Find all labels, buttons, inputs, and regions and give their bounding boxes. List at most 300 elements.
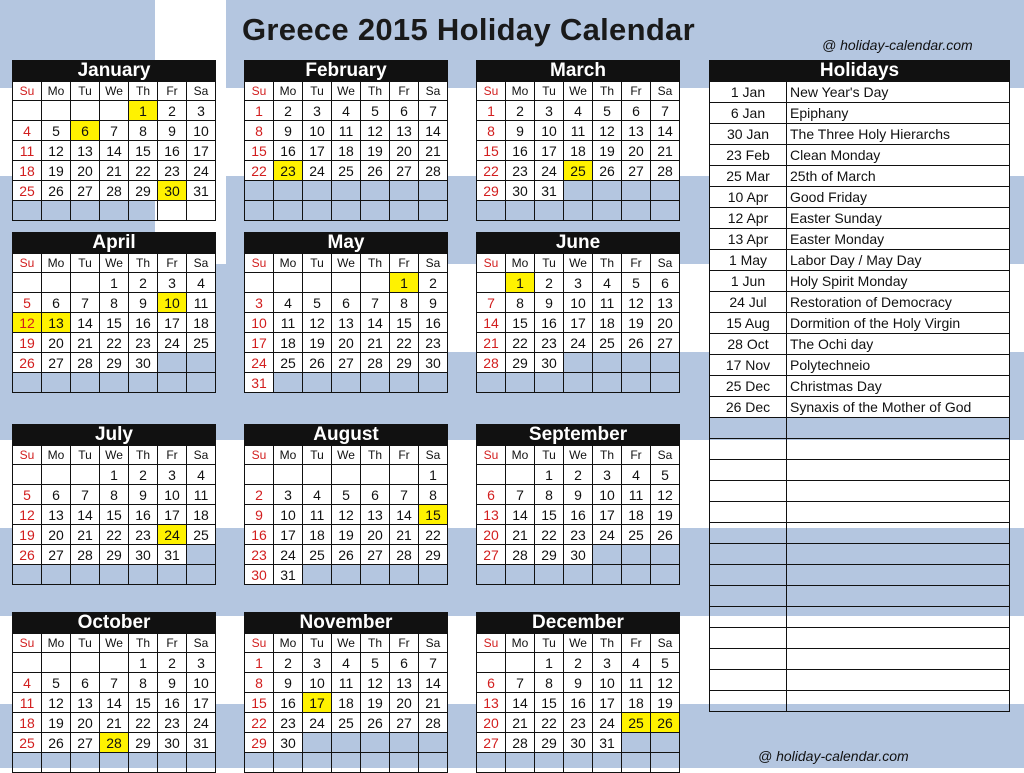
empty-cell [158, 353, 187, 373]
month-table [476, 253, 680, 393]
day-cell: 23 [274, 713, 303, 733]
holiday-name: New Year's Day [787, 82, 1010, 103]
day-cell: 1 [390, 273, 419, 293]
weekday-label: Fr [622, 82, 651, 101]
day-cell: 22 [245, 161, 274, 181]
day-cell: 2 [158, 101, 187, 121]
empty-cell [129, 201, 158, 221]
holiday-row-empty [710, 649, 1010, 670]
holiday-row-empty [710, 418, 1010, 439]
day-cell: 11 [187, 293, 216, 313]
holiday-row [710, 124, 1010, 145]
empty-cell [274, 201, 303, 221]
day-cell: 7 [100, 121, 129, 141]
day-cell: 14 [419, 673, 448, 693]
day-cell: 26 [13, 545, 42, 565]
holiday-name: The Three Holy Hierarchs [787, 124, 1010, 145]
day-cell: 18 [13, 161, 42, 181]
day-cell: 31 [274, 565, 303, 585]
holiday-date: 1 Jan [710, 82, 787, 103]
day-cell: 9 [274, 673, 303, 693]
weekday-label: Su [477, 82, 506, 101]
month-march [476, 60, 680, 221]
weekday-label: Su [13, 82, 42, 101]
day-cell: 20 [622, 141, 651, 161]
weekday-label: Su [245, 254, 274, 273]
day-cell: 7 [390, 485, 419, 505]
empty-cell [42, 101, 71, 121]
day-cell: 24 [303, 161, 332, 181]
weekday-label: Fr [390, 82, 419, 101]
empty-cell [187, 565, 216, 585]
empty-cell [13, 201, 42, 221]
day-cell: 22 [535, 525, 564, 545]
empty-cell [361, 201, 390, 221]
day-cell: 1 [245, 101, 274, 121]
month-september [476, 424, 680, 585]
day-cell: 23 [129, 525, 158, 545]
day-cell: 23 [158, 713, 187, 733]
day-cell: 17 [303, 693, 332, 713]
day-cell: 17 [593, 505, 622, 525]
month-april [12, 232, 216, 393]
day-cell: 8 [390, 293, 419, 313]
day-cell: 2 [274, 101, 303, 121]
empty-cell [535, 753, 564, 773]
day-cell: 10 [187, 121, 216, 141]
day-cell: 9 [274, 121, 303, 141]
day-cell: 29 [535, 545, 564, 565]
day-cell: 29 [390, 353, 419, 373]
day-cell: 10 [303, 121, 332, 141]
day-cell: 8 [506, 293, 535, 313]
day-cell: 28 [419, 713, 448, 733]
empty-cell [564, 373, 593, 393]
empty-cell [564, 181, 593, 201]
day-cell: 29 [245, 733, 274, 753]
day-cell: 30 [535, 353, 564, 373]
holiday-name: The Ochi day [787, 334, 1010, 355]
day-cell: 30 [158, 733, 187, 753]
day-cell: 13 [622, 121, 651, 141]
day-cell: 8 [535, 485, 564, 505]
weekday-label: Sa [187, 446, 216, 465]
empty-cell [506, 653, 535, 673]
website-credit-top: @ holiday-calendar.com [822, 37, 973, 53]
day-cell: 19 [303, 333, 332, 353]
day-cell: 1 [129, 101, 158, 121]
empty-cell [42, 565, 71, 585]
day-cell: 20 [71, 161, 100, 181]
empty-cell [303, 733, 332, 753]
day-cell: 17 [187, 141, 216, 161]
weekday-label: Th [593, 446, 622, 465]
empty-cell [419, 373, 448, 393]
holiday-date: 13 Apr [710, 229, 787, 250]
day-cell: 21 [651, 141, 680, 161]
empty-cell [13, 373, 42, 393]
day-cell: 6 [71, 121, 100, 141]
holiday-name [787, 502, 1010, 523]
holiday-row [710, 271, 1010, 292]
day-cell: 28 [419, 161, 448, 181]
day-cell: 21 [100, 713, 129, 733]
holiday-date: 1 May [710, 250, 787, 271]
day-cell: 5 [13, 293, 42, 313]
day-cell: 22 [129, 161, 158, 181]
weekday-label: Th [361, 446, 390, 465]
day-cell: 25 [622, 525, 651, 545]
empty-cell [158, 565, 187, 585]
day-cell: 17 [535, 141, 564, 161]
month-october [12, 612, 216, 773]
day-cell: 6 [71, 673, 100, 693]
empty-cell [187, 201, 216, 221]
empty-cell [477, 465, 506, 485]
day-cell: 28 [100, 733, 129, 753]
holiday-row [710, 355, 1010, 376]
day-cell: 10 [593, 485, 622, 505]
empty-cell [622, 353, 651, 373]
holiday-row-empty [710, 691, 1010, 712]
holiday-date: 15 Aug [710, 313, 787, 334]
day-cell: 26 [651, 713, 680, 733]
empty-cell [477, 373, 506, 393]
day-cell: 11 [13, 693, 42, 713]
day-cell: 8 [129, 121, 158, 141]
weekday-label: Mo [506, 254, 535, 273]
empty-cell [71, 565, 100, 585]
month-november [244, 612, 448, 773]
day-cell: 23 [535, 333, 564, 353]
day-cell: 15 [506, 313, 535, 333]
empty-cell [622, 201, 651, 221]
day-cell: 13 [71, 693, 100, 713]
day-cell: 17 [564, 313, 593, 333]
empty-cell [158, 201, 187, 221]
holiday-row-empty [710, 439, 1010, 460]
day-cell: 22 [245, 713, 274, 733]
day-cell: 5 [593, 101, 622, 121]
day-cell: 17 [187, 693, 216, 713]
day-cell: 10 [187, 673, 216, 693]
weekday-label: Su [13, 254, 42, 273]
empty-cell [651, 733, 680, 753]
day-cell: 6 [42, 485, 71, 505]
day-cell: 30 [129, 353, 158, 373]
empty-cell [361, 181, 390, 201]
holiday-date: 25 Dec [710, 376, 787, 397]
day-cell: 18 [13, 713, 42, 733]
day-cell: 16 [274, 693, 303, 713]
empty-cell [332, 373, 361, 393]
weekday-label: Fr [390, 446, 419, 465]
empty-cell [419, 201, 448, 221]
weekday-label: Su [477, 254, 506, 273]
day-cell: 8 [419, 485, 448, 505]
day-cell: 22 [129, 713, 158, 733]
day-cell: 6 [390, 653, 419, 673]
day-cell: 31 [593, 733, 622, 753]
day-cell: 9 [158, 121, 187, 141]
holiday-name [787, 523, 1010, 544]
day-cell: 25 [13, 181, 42, 201]
day-cell: 11 [593, 293, 622, 313]
day-cell: 18 [187, 505, 216, 525]
day-cell: 25 [564, 161, 593, 181]
day-cell: 30 [129, 545, 158, 565]
holiday-date [710, 649, 787, 670]
day-cell: 1 [535, 465, 564, 485]
day-cell: 21 [419, 693, 448, 713]
day-cell: 27 [71, 181, 100, 201]
day-cell: 25 [274, 353, 303, 373]
empty-cell [390, 181, 419, 201]
day-cell: 14 [71, 505, 100, 525]
weekday-label: Sa [651, 446, 680, 465]
day-cell: 27 [42, 353, 71, 373]
day-cell: 22 [477, 161, 506, 181]
weekday-label: Sa [651, 254, 680, 273]
day-cell: 19 [42, 713, 71, 733]
holiday-name [787, 649, 1010, 670]
empty-cell [42, 373, 71, 393]
day-cell: 19 [13, 525, 42, 545]
empty-cell [71, 653, 100, 673]
empty-cell [129, 753, 158, 773]
empty-cell [71, 273, 100, 293]
day-cell: 16 [129, 505, 158, 525]
weekday-label: We [100, 82, 129, 101]
day-cell: 23 [564, 525, 593, 545]
day-cell: 21 [100, 161, 129, 181]
weekday-label: Sa [419, 446, 448, 465]
day-cell: 15 [245, 141, 274, 161]
day-cell: 5 [651, 465, 680, 485]
day-cell: 20 [71, 713, 100, 733]
day-cell: 24 [564, 333, 593, 353]
holiday-date [710, 502, 787, 523]
empty-cell [274, 181, 303, 201]
day-cell: 16 [158, 693, 187, 713]
holiday-row [710, 103, 1010, 124]
day-cell: 30 [419, 353, 448, 373]
day-cell: 29 [535, 733, 564, 753]
day-cell: 12 [622, 293, 651, 313]
day-cell: 30 [245, 565, 274, 585]
empty-cell [274, 273, 303, 293]
weekday-label: Fr [158, 254, 187, 273]
holiday-name: Easter Sunday [787, 208, 1010, 229]
day-cell: 12 [651, 485, 680, 505]
empty-cell [332, 753, 361, 773]
day-cell: 31 [535, 181, 564, 201]
day-cell: 15 [477, 141, 506, 161]
holiday-name [787, 418, 1010, 439]
weekday-label: Tu [535, 254, 564, 273]
month-name: September [476, 424, 680, 445]
weekday-label: Mo [506, 634, 535, 653]
day-cell: 3 [564, 273, 593, 293]
holiday-name: Polytechneio [787, 355, 1010, 376]
weekday-label: Sa [651, 634, 680, 653]
day-cell: 2 [564, 465, 593, 485]
day-cell: 2 [506, 101, 535, 121]
day-cell: 28 [651, 161, 680, 181]
holiday-row [710, 376, 1010, 397]
holiday-date [710, 460, 787, 481]
day-cell: 1 [100, 273, 129, 293]
empty-cell [100, 101, 129, 121]
day-cell: 12 [361, 121, 390, 141]
month-name: May [244, 232, 448, 253]
holiday-row-empty [710, 460, 1010, 481]
day-cell: 25 [622, 713, 651, 733]
holiday-name: 25th of March [787, 166, 1010, 187]
day-cell: 16 [419, 313, 448, 333]
day-cell: 14 [419, 121, 448, 141]
empty-cell [506, 565, 535, 585]
day-cell: 23 [245, 545, 274, 565]
empty-cell [651, 353, 680, 373]
holiday-row [710, 145, 1010, 166]
day-cell: 15 [245, 693, 274, 713]
empty-cell [506, 201, 535, 221]
day-cell: 25 [303, 545, 332, 565]
weekday-label: Sa [187, 634, 216, 653]
month-table [476, 81, 680, 221]
day-cell: 12 [13, 505, 42, 525]
empty-cell [535, 201, 564, 221]
day-cell: 31 [187, 181, 216, 201]
day-cell: 4 [187, 273, 216, 293]
empty-cell [593, 201, 622, 221]
empty-cell [71, 201, 100, 221]
day-cell: 13 [651, 293, 680, 313]
day-cell: 30 [506, 181, 535, 201]
empty-cell [332, 273, 361, 293]
month-name: November [244, 612, 448, 633]
day-cell: 12 [332, 505, 361, 525]
month-name: December [476, 612, 680, 633]
holiday-row [710, 229, 1010, 250]
empty-cell [100, 565, 129, 585]
weekday-label: Mo [42, 254, 71, 273]
day-cell: 10 [303, 673, 332, 693]
weekday-label: Sa [419, 254, 448, 273]
day-cell: 14 [100, 141, 129, 161]
day-cell: 9 [564, 673, 593, 693]
day-cell: 14 [390, 505, 419, 525]
day-cell: 12 [13, 313, 42, 333]
empty-cell [651, 565, 680, 585]
holiday-row-empty [710, 586, 1010, 607]
day-cell: 30 [564, 733, 593, 753]
month-table [476, 633, 680, 773]
day-cell: 7 [506, 673, 535, 693]
empty-cell [477, 273, 506, 293]
weekday-label: Tu [535, 82, 564, 101]
day-cell: 3 [593, 653, 622, 673]
month-name: February [244, 60, 448, 81]
empty-cell [535, 565, 564, 585]
empty-cell [187, 353, 216, 373]
day-cell: 24 [593, 525, 622, 545]
day-cell: 3 [303, 101, 332, 121]
day-cell: 2 [419, 273, 448, 293]
day-cell: 25 [13, 733, 42, 753]
day-cell: 3 [158, 273, 187, 293]
day-cell: 3 [245, 293, 274, 313]
day-cell: 17 [158, 313, 187, 333]
month-june [476, 232, 680, 393]
day-cell: 8 [100, 485, 129, 505]
month-name: July [12, 424, 216, 445]
weekday-label: Mo [274, 82, 303, 101]
weekday-label: Mo [506, 446, 535, 465]
weekday-label: Tu [303, 254, 332, 273]
day-cell: 26 [332, 545, 361, 565]
day-cell: 13 [477, 505, 506, 525]
month-table [12, 633, 216, 773]
empty-cell [506, 373, 535, 393]
empty-cell [13, 101, 42, 121]
weekday-label: Sa [419, 634, 448, 653]
empty-cell [187, 545, 216, 565]
weekday-label: We [564, 254, 593, 273]
holiday-date: 23 Feb [710, 145, 787, 166]
empty-cell [303, 201, 332, 221]
empty-cell [42, 201, 71, 221]
weekday-label: Su [245, 82, 274, 101]
day-cell: 3 [187, 101, 216, 121]
empty-cell [187, 753, 216, 773]
empty-cell [13, 753, 42, 773]
day-cell: 15 [100, 313, 129, 333]
day-cell: 5 [42, 121, 71, 141]
day-cell: 5 [361, 653, 390, 673]
day-cell: 7 [651, 101, 680, 121]
weekday-label: Tu [71, 254, 100, 273]
day-cell: 27 [622, 161, 651, 181]
day-cell: 20 [332, 333, 361, 353]
day-cell: 29 [100, 353, 129, 373]
day-cell: 28 [71, 545, 100, 565]
empty-cell [129, 373, 158, 393]
day-cell: 18 [564, 141, 593, 161]
holiday-date [710, 544, 787, 565]
day-cell: 16 [245, 525, 274, 545]
weekday-label: Sa [419, 82, 448, 101]
weekday-label: Tu [535, 446, 564, 465]
day-cell: 27 [390, 161, 419, 181]
weekday-label: We [564, 446, 593, 465]
day-cell: 21 [477, 333, 506, 353]
weekday-label: Tu [71, 446, 100, 465]
day-cell: 10 [274, 505, 303, 525]
month-name: August [244, 424, 448, 445]
day-cell: 16 [129, 313, 158, 333]
empty-cell [622, 181, 651, 201]
empty-cell [303, 465, 332, 485]
holiday-row [710, 208, 1010, 229]
day-cell: 1 [129, 653, 158, 673]
day-cell: 10 [564, 293, 593, 313]
holidays-panel [709, 60, 1010, 712]
day-cell: 1 [419, 465, 448, 485]
day-cell: 12 [303, 313, 332, 333]
empty-cell [245, 181, 274, 201]
